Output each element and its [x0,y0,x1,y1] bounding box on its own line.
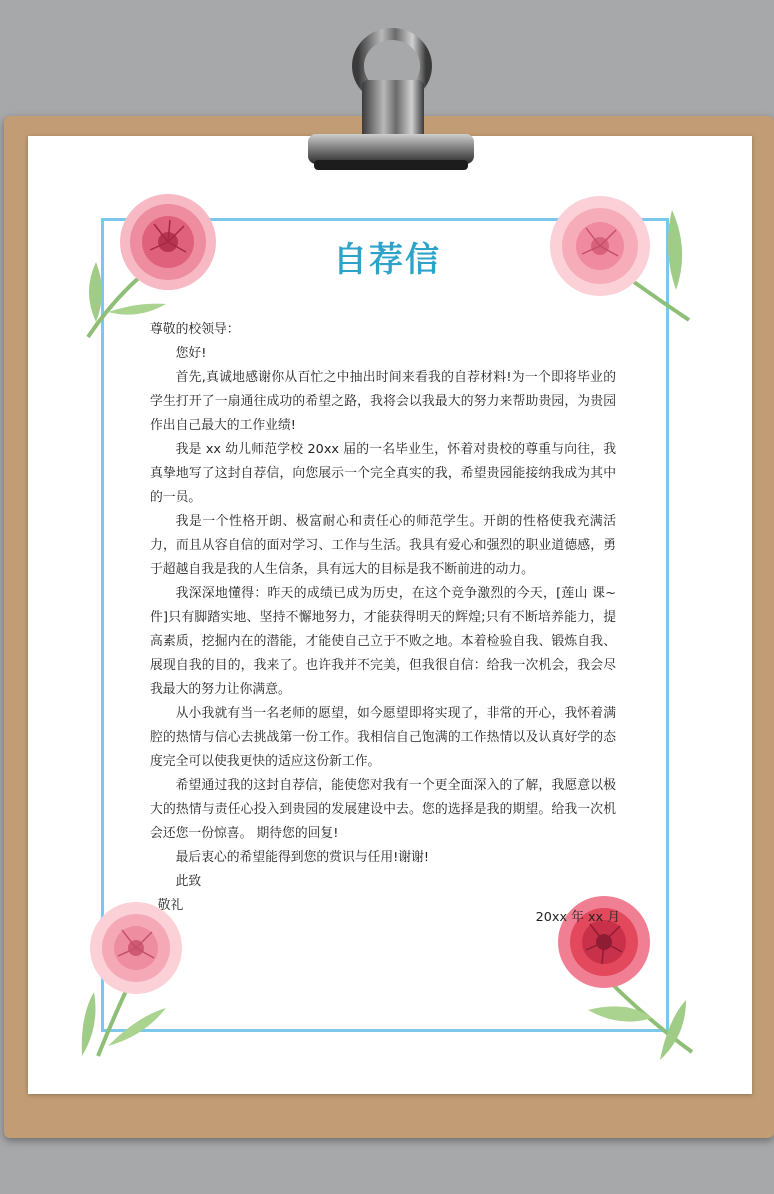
carnation-icon [78,896,218,1062]
paragraph: 最后衷心的希望能得到您的赏识与任用!谢谢! [175,850,429,865]
letter-body [150,318,616,918]
greeting: 您好! [175,346,207,361]
paragraph: 希望通过我的这封自荐信，能使您对我有一个更全面深入的了解，我愿意以极大的热情与责任心投入到贵园的发展建设中去。您的选择是我的期望。给我一次机会还您一份惊喜。 期待您的回复! [150,778,616,841]
page-title: 自荐信 [333,240,441,280]
paragraph: 我深深地懂得：昨天的成绩已成为历史，在这个竞争激烈的今天，[莲山 课~件]只有脚踏实地、坚持不懈地努力，才能获得明天的辉煌;只有不断培养能力，提高素质，挖掘内在的潜能，才能使自己立于不败之地。本着检验自我、锻炼自我、展现自我的目的，我来了。也许我并不完美，但我很自信：给我一次机会，我会尽我最大的努力让你满意。 [150,586,616,697]
regards: 敬礼 [157,898,184,913]
paragraph: 我是一个性格开朗、极富耐心和责任心的师范学生。开朗的性格使我充满活力，而且从容自信的面对学习、工作与生活。我具有爱心和强烈的职业道德感，勇于超越自我是我的人生信条，具有远大的目标是我不断前进的动力。 [150,514,616,577]
paragraph: 我是 xx 幼儿师范学校 20xx 届的一名毕业生，怀着对贵校的尊重与向往，我真挚地写了这封自荐信，向您展示一个完全真实的我，希望贵园能接纳我成为其中的一员。 [150,442,616,505]
closing: 此致 [175,874,202,889]
binder-clip-icon [300,22,480,182]
letter-date: 20xx 年 xx 月 [535,910,620,925]
salutation: 尊敬的校领导： [150,322,240,337]
paragraph: 从小我就有当一名老师的愿望，如今愿望即将实现了，非常的开心，我怀着满腔的热情与信心去挑战第一份工作。我相信自己饱满的工作热情以及认真好学的态度完全可以使我更快的适应这份新工作。 [150,706,616,769]
paragraph: 首先,真诚地感谢你从百忙之中抽出时间来看我的自荐材料!为一个即将毕业的学生打开了一扇通往成功的希望之路，我将会以我最大的努力来帮助贵园，为贵园作出自己最大的工作业绩! [150,370,616,433]
